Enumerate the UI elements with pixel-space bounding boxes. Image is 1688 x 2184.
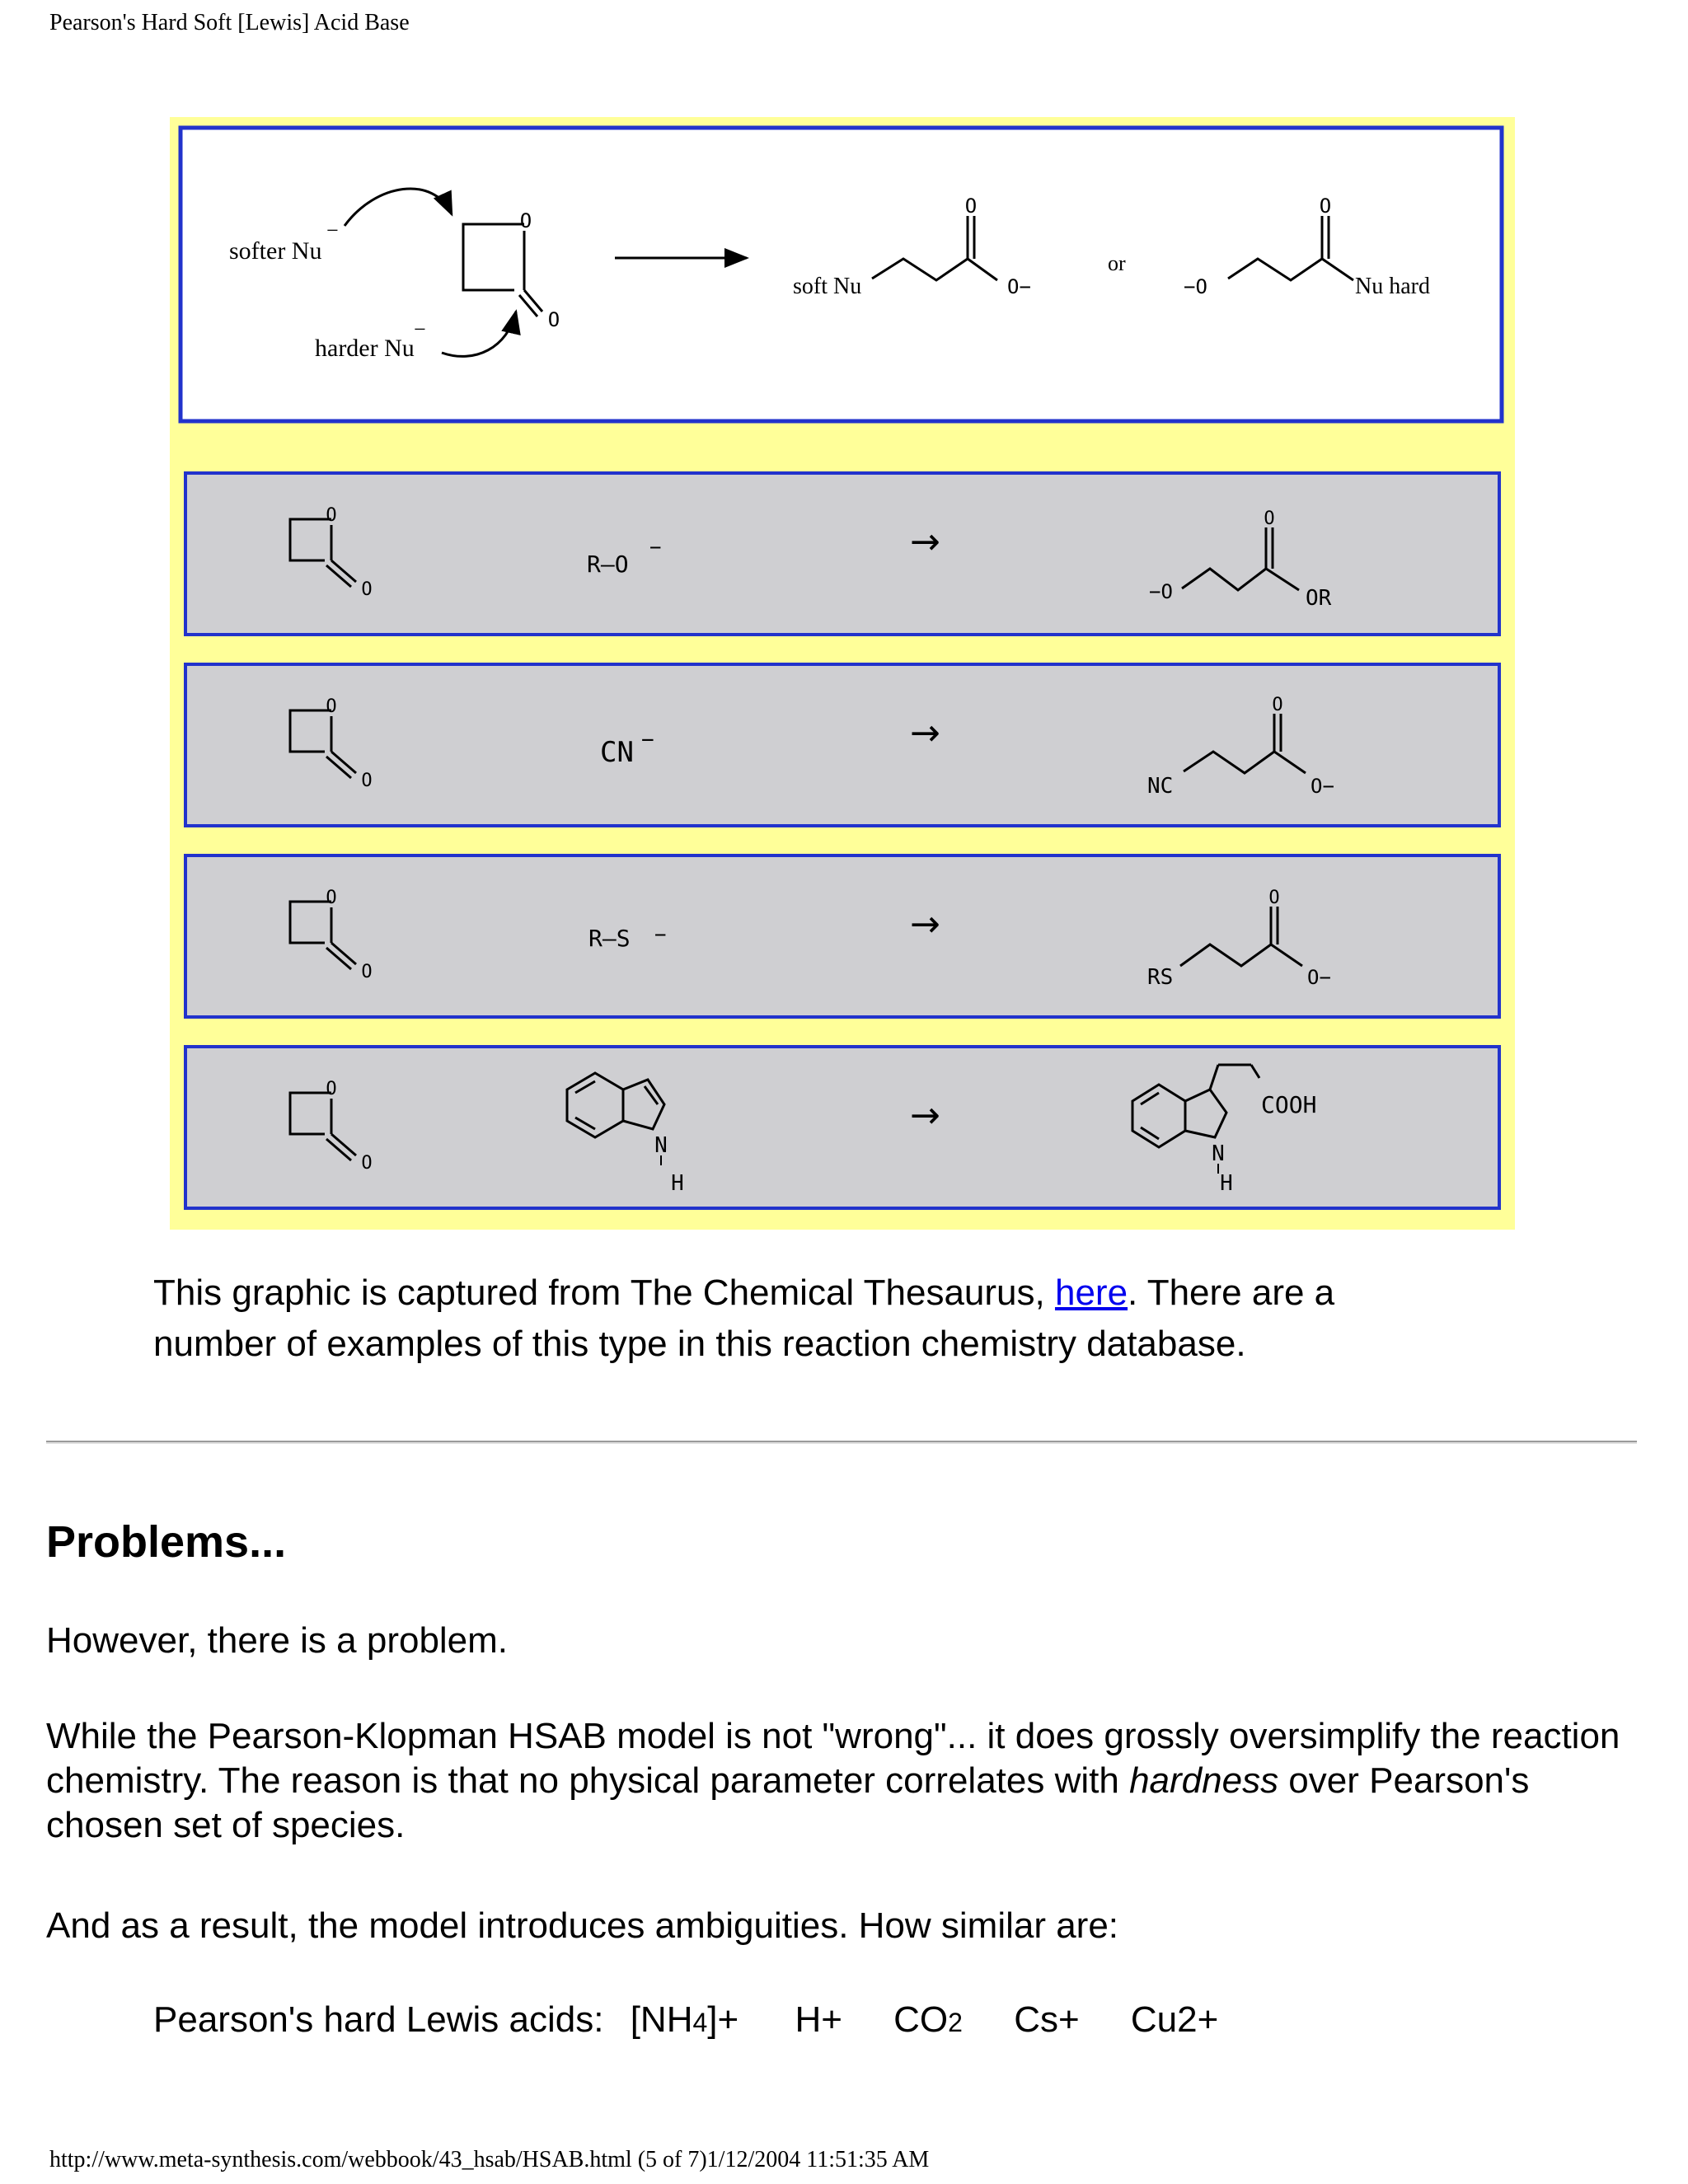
- row3-reagent-charge: −: [654, 923, 667, 946]
- row2-reagent-charge: −: [641, 728, 654, 752]
- row1-reagent: R—O: [587, 551, 629, 578]
- acid-copper: Cu2+: [1130, 1999, 1219, 2040]
- problem-paragraph-2-text-a: While the Pearson-Klopman HSAB model is not "wrong"... it does grossly oversimplify the reaction chemistry. The reason is that no physical parameter correlates with: [46, 1716, 1620, 1801]
- row3-product-right: O−: [1307, 966, 1331, 989]
- product2-alkoxide: −O: [1184, 275, 1207, 298]
- row4-reagent-h: H: [671, 1171, 684, 1196]
- softer-nu-charge: −: [326, 218, 339, 242]
- problem-paragraph-3: And as a result, the model introduces ambiguities. How similar are:: [46, 1905, 1119, 1946]
- product1-carbonyl-oxygen: O: [964, 194, 978, 218]
- acid-ammonium-text-a: [NH: [630, 1999, 693, 2040]
- acid-ammonium-subscript: 4: [692, 2008, 708, 2037]
- product2-carbonyl-oxygen: O: [1319, 194, 1332, 218]
- row4-arrow: →: [910, 1094, 940, 1137]
- nu-hard-product-label: Nu hard: [1355, 274, 1430, 299]
- row1-product-left: −O: [1149, 580, 1173, 603]
- lactone-carbonyl-oxygen: O: [547, 308, 560, 331]
- here-link[interactable]: here: [1054, 1272, 1128, 1313]
- reaction-row-1: [185, 473, 1499, 635]
- reaction-row-2: [185, 664, 1499, 826]
- row3-product-left: RS: [1147, 965, 1174, 990]
- acid-carbon-dioxide: [893, 1999, 963, 2041]
- hard-lewis-acids-list: [153, 1999, 1218, 2041]
- svg-text:O: O: [1268, 888, 1280, 908]
- softer-nu-label: softer Nu: [229, 237, 322, 265]
- row1-arrow: →: [910, 521, 940, 563]
- row2-reagent: CN: [600, 736, 634, 769]
- harder-nu-charge: −: [414, 317, 426, 341]
- svg-text:O: O: [1272, 695, 1283, 715]
- top-reaction-panel: [181, 128, 1502, 421]
- acid-co2-subscript: 2: [948, 2008, 963, 2037]
- page-header-title: Pearson's Hard Soft [Lewis] Acid Base: [49, 10, 410, 35]
- row4-reagent-n: N: [654, 1133, 668, 1158]
- lactone-ring-oxygen: O: [519, 209, 532, 232]
- row4-product-right: COOH: [1261, 1091, 1317, 1118]
- row2-arrow: →: [910, 712, 940, 754]
- or-label: or: [1108, 251, 1126, 275]
- problem-paragraph-1: However, there is a problem.: [46, 1620, 509, 1661]
- acid-ammonium-text-b: ]+: [707, 1999, 739, 2040]
- hardness-emphasis: hardness: [1129, 1760, 1279, 1801]
- page-footer-url: http://www.meta-synthesis.com/webbook/43_hsab/HSAB.html (5 of 7)1/12/2004 11:51:35 AM: [49, 2147, 930, 2172]
- acid-ammonium: [631, 1999, 739, 2041]
- problems-heading: Problems...: [46, 1517, 287, 1567]
- soft-nu-product-label: soft Nu: [793, 274, 862, 299]
- row3-arrow: →: [910, 903, 940, 945]
- acid-co2-text: CO: [893, 1999, 949, 2040]
- caption-text-end: . There are a number of examples of this type in this reaction chemistry database.: [153, 1272, 1335, 1364]
- product1-carboxylate: O−: [1007, 275, 1031, 298]
- row4-product-h: H: [1220, 1171, 1233, 1196]
- row1-reagent-charge: −: [649, 536, 662, 559]
- row3-reagent: R—S: [588, 925, 631, 952]
- problem-paragraph-2: [46, 1714, 1645, 1848]
- caption-text-start: This graphic is captured from The Chemical Thesaurus,: [153, 1272, 1055, 1313]
- reaction-row-3: [185, 855, 1499, 1017]
- figure-caption: [153, 1268, 1439, 1370]
- row2-product-left: NC: [1147, 774, 1174, 799]
- reaction-figure: [170, 117, 1515, 1230]
- harder-nu-label: harder Nu: [315, 335, 415, 362]
- row2-product-right: O−: [1311, 775, 1334, 798]
- problem-paragraph-2-text-b: over Pearson's chosen set of species.: [46, 1760, 1530, 1845]
- row1-product-right: OR: [1306, 586, 1332, 611]
- row4-product-n: N: [1212, 1141, 1225, 1166]
- acids-label: Pearson's hard Lewis acids:: [153, 1999, 604, 2040]
- reaction-row-4: [185, 1047, 1499, 1208]
- section-divider: [46, 1441, 1637, 1444]
- acid-proton: H+: [795, 1999, 842, 2040]
- acid-cesium: Cs+: [1014, 1999, 1080, 2040]
- svg-text:O: O: [1264, 509, 1275, 529]
